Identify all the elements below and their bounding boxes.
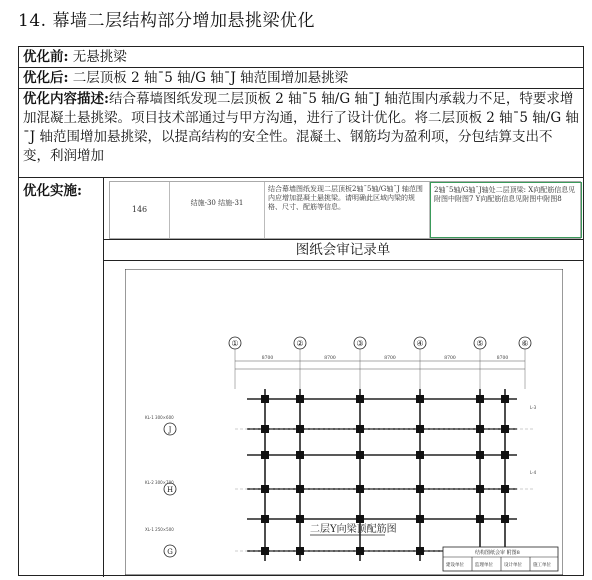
column-section <box>296 515 304 523</box>
axis-label-left: G <box>167 548 173 556</box>
column-section <box>261 485 269 493</box>
record-ref: 结施-30 结施-31 <box>170 182 265 238</box>
stamp-title: 结构图纸会审 附图8 <box>475 550 520 556</box>
stamp-cell: 监理单位 <box>475 563 493 568</box>
axis-label-top: ③ <box>356 339 364 348</box>
column-section <box>261 515 269 523</box>
title-stamp <box>443 547 558 571</box>
axis-label-top: ⑤ <box>476 339 484 348</box>
column-section <box>356 425 364 433</box>
description-row <box>19 89 583 178</box>
before-row <box>19 47 583 68</box>
stamp-cell: 施工单位 <box>533 563 551 568</box>
stamp-cell: 设计单位 <box>504 563 522 568</box>
before-label: 优化前: <box>23 49 69 65</box>
column-section <box>476 451 484 459</box>
axis-label-top: ① <box>231 339 239 348</box>
record-no: 146 <box>110 182 170 238</box>
svg-text:XL-1 250×500: XL-1 250×500 <box>145 527 174 532</box>
column-section <box>261 395 269 403</box>
column-section <box>501 485 509 493</box>
column-section <box>261 547 269 555</box>
svg-text:KL-1 300×600: KL-1 300×600 <box>145 415 174 420</box>
column-section <box>416 395 424 403</box>
beam-reinforcement-drawing <box>125 269 563 575</box>
column-section <box>356 515 364 523</box>
span-dimension: 8700 <box>496 356 509 361</box>
span-dimension: 8700 <box>384 356 396 361</box>
after-label: 优化后: <box>23 70 69 86</box>
record-issue: 结合幕墙图纸发现二层顶板2轴¯5轴/G轴¯J 轴范围内应增加混凝土悬挑梁。请明确此区域内梁的规格、尺寸、配筋等信息。 <box>265 182 430 238</box>
axis-label-top: ④ <box>416 339 424 348</box>
column-section <box>356 485 364 493</box>
column-section <box>296 395 304 403</box>
svg-text:L-3: L-3 <box>530 405 537 410</box>
span-dimension: 8700 <box>324 356 336 361</box>
column-section <box>416 451 424 459</box>
column-divider <box>103 178 104 577</box>
column-section <box>356 451 364 459</box>
review-record-snippet <box>109 181 581 239</box>
optimization-table <box>18 46 584 576</box>
record-caption: 图纸会审记录单 <box>103 239 583 261</box>
column-section <box>416 547 424 555</box>
after-text: 二层顶板 2 轴¯5 轴/G 轴¯J 轴范围增加悬挑梁 <box>72 70 349 86</box>
column-section <box>296 425 304 433</box>
desc-text: 结合幕墙图纸发现二层顶板 2 轴¯5 轴/G 轴¯J 轴范围内承载力不足，特要求增加混凝土悬挑梁。项目技术部通过与甲方沟通，进行了设计优化。将二层顶板 2 轴¯5 轴/G 轴¯J 轴范围增加悬挑梁，以提高结构的安全性。混凝土、钢筋均为盈利项，分包结算支出不变，利润增加 <box>23 91 579 164</box>
record-reply: 2轴¯5轴/G轴¯J轴处二层顶梁: X向配筋信息见附图中附图7 Y向配筋信息见附图中附图8 <box>430 182 582 238</box>
span-dimension: 8700 <box>444 356 456 361</box>
impl-label: 优化实施: <box>23 183 82 199</box>
axis-label-left: J <box>168 426 172 434</box>
column-section <box>476 485 484 493</box>
column-section <box>501 395 509 403</box>
before-text: 无悬挑梁 <box>72 49 127 65</box>
desc-label: 优化内容描述: <box>23 91 109 107</box>
column-section <box>261 425 269 433</box>
column-section <box>416 425 424 433</box>
column-section <box>476 425 484 433</box>
axis-label-top: ② <box>296 339 304 348</box>
column-section <box>476 515 484 523</box>
column-section <box>416 515 424 523</box>
column-section <box>476 395 484 403</box>
column-section <box>501 425 509 433</box>
page-title: 14. 幕墙二层结构部分增加悬挑梁优化 <box>18 11 315 31</box>
svg-text:L-4: L-4 <box>530 470 537 475</box>
column-section <box>296 451 304 459</box>
column-section <box>261 451 269 459</box>
svg-text:KL-2 300×700: KL-2 300×700 <box>145 480 174 485</box>
span-dimension: 8700 <box>261 356 274 361</box>
axis-label-top: ⑥ <box>521 339 529 348</box>
after-row <box>19 68 583 89</box>
column-section <box>296 547 304 555</box>
column-section <box>501 515 509 523</box>
column-section <box>356 395 364 403</box>
column-section <box>416 485 424 493</box>
axis-label-left: H <box>166 486 174 494</box>
column-section <box>296 485 304 493</box>
column-section <box>501 451 509 459</box>
column-section <box>356 547 364 555</box>
drawing-title: 二层Y向梁顶配筋图 <box>310 524 397 535</box>
stamp-cell: 建设单位 <box>446 563 464 568</box>
